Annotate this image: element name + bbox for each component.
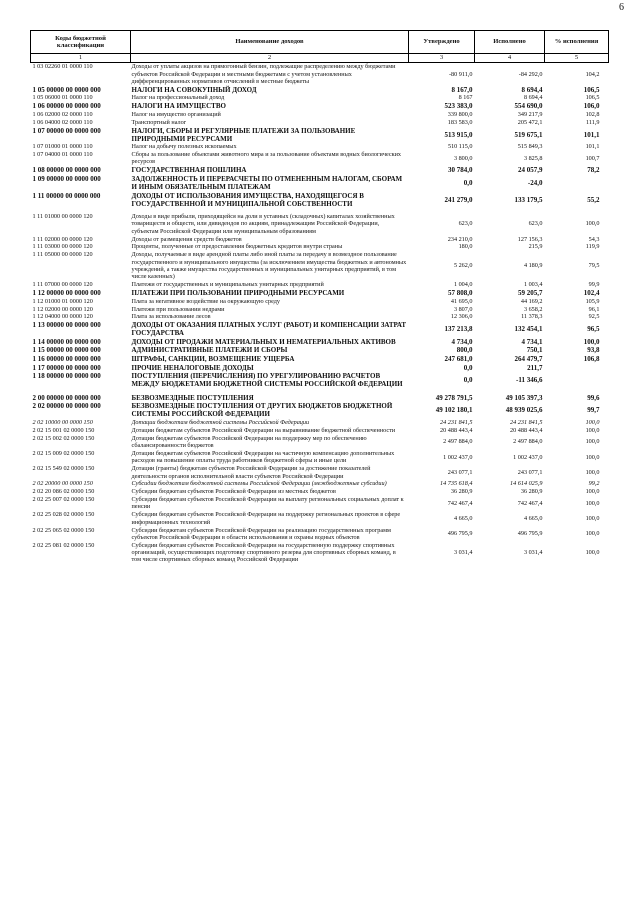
- table-row: [31, 363, 609, 372]
- code-cell: 1 07 04000 01 0000 110: [32, 151, 93, 159]
- percent-cell: 100,0: [585, 468, 600, 476]
- code-cell: 1 15 00000 00 0000 000: [32, 346, 101, 355]
- approved-cell: 623,0: [458, 220, 473, 228]
- header-code: Коды бюджетной классификации: [31, 31, 131, 54]
- approved-cell: 57 808,0: [448, 289, 473, 298]
- name-cell: Дотации бюджетам субъектов Российской Федерации на выравнивание бюджетной обеспеченности: [131, 426, 396, 434]
- table-header-row: [31, 31, 609, 54]
- approved-cell: 49 278 791,5: [435, 393, 473, 402]
- table-row: [31, 450, 609, 465]
- approved-cell: 3 807,0: [453, 305, 473, 313]
- approved-cell: 180,0: [458, 243, 473, 251]
- name-cell: Дотации (гранты) бюджетам субъектов Российской Федерации за достижение показателей деятельности органов исполнительной власти субъектов Российской Федерации: [131, 465, 371, 480]
- column-number: 1: [31, 54, 131, 63]
- approved-cell: 1 002 437,0: [443, 453, 473, 461]
- name-cell: Плата за негативное воздействие на окружающую среду: [131, 297, 280, 305]
- approved-cell: 14 735 618,4: [440, 480, 473, 488]
- percent-cell: 99,9: [588, 281, 600, 289]
- column-number-row: [31, 54, 609, 63]
- name-cell: ДОХОДЫ ОТ ОКАЗАНИЯ ПЛАТНЫХ УСЛУГ (РАБОТ) И КОМПЕНСАЦИИ ЗАТРАТ ГОСУДАРСТВА: [131, 321, 407, 338]
- approved-cell: 41 695,0: [450, 297, 473, 305]
- table-row: [31, 313, 609, 321]
- code-cell: 1 08 00000 00 0000 000: [32, 166, 101, 175]
- code-cell: 2 02 15 001 02 0000 150: [32, 426, 95, 434]
- table-row: [31, 281, 609, 289]
- table-row: [31, 151, 609, 166]
- percent-cell: 100,7: [585, 154, 600, 162]
- approved-cell: 183 583,0: [447, 118, 473, 126]
- name-cell: Субсидии бюджетам субъектов Российской Федерации на выплату региональных социальных доплат к пенсии: [131, 496, 404, 511]
- executed-cell: 2 497 884,0: [513, 438, 543, 446]
- name-cell: Субсидии бюджетам субъектов Российской Федерации на поддержку региональных проектов в сфере информационных технологий: [131, 511, 401, 526]
- name-cell: АДМИНИСТРАТИВНЫЕ ПЛАТЕЖИ И СБОРЫ: [131, 346, 288, 355]
- name-cell: НАЛОГИ, СБОРЫ И РЕГУЛЯРНЫЕ ПЛАТЕЖИ ЗА ПОЛЬЗОВАНИЕ ПРИРОДНЫМИ РЕСУРСАМИ: [131, 126, 356, 143]
- code-cell: 1 11 07000 00 0000 120: [32, 281, 93, 289]
- executed-cell: 49 105 397,3: [505, 393, 543, 402]
- name-cell: ЗАДОЛЖЕННОСТЬ И ПЕРЕРАСЧЕТЫ ПО ОТМЕНЕННЫМ НАЛОГАМ, СБОРАМ И ИНЫМ ОБЯЗАТЕЛЬНЫМ ПЛАТЕЖАМ: [131, 174, 403, 191]
- name-cell: Дотации бюджетам бюджетной системы Российской Федерации: [131, 419, 310, 427]
- table-row: [31, 465, 609, 480]
- percent-cell: 105,9: [585, 297, 600, 305]
- table-row: [31, 63, 609, 86]
- code-cell: 1 06 02000 02 0000 110: [32, 110, 93, 118]
- approved-cell: 24 231 841,5: [440, 419, 473, 427]
- executed-cell: 215,9: [528, 243, 543, 251]
- executed-cell: 349 217,9: [517, 110, 543, 118]
- executed-cell: 132 454,1: [514, 325, 543, 334]
- table-row: [31, 419, 609, 427]
- table-row: [31, 94, 609, 102]
- approved-cell: 4 665,0: [453, 515, 473, 522]
- name-cell: Налог на профессиональный доход: [131, 94, 225, 102]
- name-cell: Проценты, полученные от предоставления бюджетных кредитов внутри страны: [131, 243, 343, 251]
- code-cell: 2 02 10000 00 0000 150: [32, 419, 93, 427]
- percent-cell: 102,8: [585, 110, 600, 118]
- executed-cell: 554 690,0: [514, 102, 543, 111]
- table-row: [31, 166, 609, 175]
- approved-cell: 513 915,0: [444, 130, 473, 139]
- executed-cell: -24,0: [527, 178, 543, 187]
- percent-cell: 99,2: [588, 480, 600, 488]
- table-body: [31, 63, 609, 564]
- name-cell: ПОСТУПЛЕНИЯ (ПЕРЕЧИСЛЕНИЯ) ПО УРЕГУЛИРОВАНИЮ РАСЧЕТОВ МЕЖДУ БЮДЖЕТАМИ БЮДЖЕТНОЙ СИСТЕМЫ РОССИЙСКОЙ ФЕДЕРАЦИИ: [131, 372, 403, 389]
- executed-cell: 515 849,3: [517, 143, 543, 151]
- code-cell: 2 02 20000 00 0000 150: [32, 480, 93, 488]
- column-number: 2: [131, 54, 409, 63]
- approved-cell: 496 795,9: [447, 530, 473, 538]
- table-row: [31, 435, 609, 450]
- name-cell: Сборы за пользование объектами животного мира и за пользование объектами водных биологических ресурсов: [131, 151, 402, 166]
- code-cell: 1 11 03000 00 0000 120: [32, 243, 93, 251]
- percent-cell: 99,7: [587, 406, 600, 415]
- code-cell: 1 11 05000 00 0000 120: [32, 251, 93, 259]
- executed-cell: 3 825,8: [523, 154, 543, 162]
- approved-cell: 2 497 884,0: [443, 438, 473, 446]
- approved-cell: 339 800,0: [447, 110, 473, 118]
- table-row: [31, 191, 609, 208]
- approved-cell: 510 115,0: [447, 143, 473, 151]
- percent-cell: 100,0: [585, 488, 600, 496]
- table-row: [31, 394, 609, 403]
- table-row: [31, 143, 609, 151]
- approved-cell: 30 784,0: [448, 166, 473, 175]
- code-cell: 1 12 04000 00 0000 120: [32, 313, 93, 321]
- name-cell: Плата за использование лесов: [131, 313, 211, 321]
- percent-cell: 111,9: [586, 118, 600, 126]
- approved-cell: 137 213,8: [444, 325, 473, 334]
- approved-cell: 742 467,4: [447, 499, 473, 507]
- name-cell: ДОХОДЫ ОТ ИСПОЛЬЗОВАНИЯ ИМУЩЕСТВА, НАХОДЯЩЕГОСЯ В ГОСУДАРСТВЕННОЙ И МУНИЦИПАЛЬНОЙ СОБСТВЕННОСТИ: [131, 191, 364, 208]
- code-cell: 1 07 01000 01 0000 110: [32, 143, 93, 151]
- percent-cell: 106,5: [585, 94, 600, 102]
- table-row: [31, 305, 609, 313]
- header-executed: Исполнено: [475, 31, 545, 54]
- code-cell: 2 00 00000 00 0000 000: [32, 393, 101, 402]
- percent-cell: 99,6: [587, 393, 600, 402]
- table-row: [31, 243, 609, 251]
- executed-cell: 742 467,4: [517, 499, 543, 507]
- table-row: [31, 541, 609, 563]
- approved-cell: 0,0: [463, 363, 473, 372]
- table-row: [31, 289, 609, 298]
- table-row: [31, 175, 609, 192]
- code-cell: 1 03 02260 01 0000 110: [32, 63, 93, 71]
- name-cell: НАЛОГИ НА СОВОКУПНЫЙ ДОХОД: [131, 85, 257, 94]
- code-cell: 1 11 01000 00 0000 120: [32, 213, 93, 221]
- executed-cell: 3 031,4: [523, 549, 543, 557]
- percent-cell: 100,0: [585, 549, 600, 557]
- percent-cell: 96,1: [588, 305, 600, 313]
- table-row: [31, 85, 609, 94]
- executed-cell: 14 614 025,9: [510, 480, 543, 488]
- page-number: 6: [619, 2, 624, 13]
- executed-cell: -84 292,0: [518, 70, 543, 78]
- executed-cell: 8 694,4: [521, 85, 543, 94]
- code-cell: 2 02 20 086 02 0000 150: [32, 488, 95, 496]
- table-row: [31, 372, 609, 389]
- percent-cell: 106,0: [583, 102, 600, 111]
- code-cell: 2 02 25 028 02 0000 150: [32, 511, 95, 519]
- executed-cell: -11 346,6: [516, 376, 543, 385]
- table-row: [31, 496, 609, 511]
- header-name: Наименование доходов: [131, 31, 409, 54]
- percent-cell: 55,2: [587, 195, 600, 204]
- approved-cell: 247 681,0: [444, 355, 473, 364]
- executed-cell: 623,0: [528, 220, 543, 228]
- executed-cell: 264 479,7: [514, 355, 543, 364]
- approved-cell: 5 262,0: [453, 262, 473, 270]
- name-cell: Дотации бюджетам субъектов Российской Федерации на поддержку мер по обеспечению сбалансированности бюджетов: [131, 434, 367, 450]
- approved-cell: 0,0: [463, 376, 473, 385]
- code-cell: 1 09 00000 00 0000 000: [32, 174, 101, 183]
- percent-cell: 100,0: [585, 419, 600, 427]
- approved-cell: 3 800,0: [453, 154, 473, 162]
- code-cell: 1 11 00000 00 0000 000: [32, 191, 101, 200]
- code-cell: 1 12 01000 01 0000 120: [32, 297, 93, 305]
- percent-cell: 104,2: [585, 70, 600, 78]
- code-cell: 2 02 15 002 02 0000 150: [32, 434, 95, 442]
- table-row: [31, 297, 609, 305]
- executed-cell: 11 378,3: [521, 313, 543, 321]
- approved-cell: 8 167,0: [451, 85, 473, 94]
- name-cell: Доходы от уплаты акцизов на прямогонный бензин, подлежащие распределению между бюджетами субъектов Российской Федерации и местными бюджетами с учетом установленных дифференцированных нормативов отчислений в местные бюджеты: [131, 63, 396, 85]
- code-cell: 1 17 00000 00 0000 000: [32, 363, 101, 372]
- approved-cell: 241 279,0: [444, 195, 473, 204]
- percent-cell: 101,1: [585, 143, 600, 151]
- name-cell: Субсидии бюджетам субъектов Российской Федерации на государственную поддержку спортивных организаций, осуществляющих подготовку спортивного резерва для спортивных сборных команд, в том числе спортивных сборных команд Российской Федерации: [131, 541, 396, 564]
- name-cell: Налог на добычу полезных ископаемых: [131, 143, 237, 151]
- table-row: [31, 111, 609, 119]
- name-cell: ДОХОДЫ ОТ ПРОДАЖИ МАТЕРИАЛЬНЫХ И НЕМАТЕРИАЛЬНЫХ АКТИВОВ: [131, 337, 396, 346]
- approved-cell: 8 167: [458, 94, 473, 102]
- name-cell: Дотации бюджетам субъектов Российской Федерации на частичную компенсацию дополнительных расходов на повышение оплаты труда работников бюджетной сферы и иные цели: [131, 450, 395, 465]
- executed-cell: 4 734,1: [521, 337, 543, 346]
- name-cell: Платежи от государственных и муниципальных унитарных предприятий: [131, 281, 324, 289]
- code-cell: 1 11 02000 00 0000 120: [32, 235, 93, 243]
- executed-cell: 1 002 437,0: [513, 453, 543, 461]
- approved-cell: 0,0: [463, 178, 473, 187]
- executed-cell: 127 156,3: [517, 235, 543, 243]
- percent-cell: 100,0: [585, 499, 600, 507]
- executed-cell: 133 179,5: [514, 195, 543, 204]
- executed-cell: 4 180,9: [523, 262, 543, 270]
- executed-cell: 519 675,1: [514, 130, 543, 139]
- code-cell: 1 13 00000 00 0000 000: [32, 321, 101, 330]
- approved-cell: 523 383,0: [444, 102, 473, 111]
- table-row: [31, 427, 609, 435]
- percent-cell: 79,5: [588, 262, 600, 270]
- name-cell: БЕЗВОЗМЕЗДНЫЕ ПОСТУПЛЕНИЯ ОТ ДРУГИХ БЮДЖЕТОВ БЮДЖЕТНОЙ СИСТЕМЫ РОССИЙСКОЙ ФЕДЕРАЦИИ: [131, 402, 393, 419]
- name-cell: Доходы в виде прибыли, приходящейся на доли в уставных (складочных) капиталах хозяйственных товариществ и обществ, или дивидендов по акциям, принадлежащим Российской Федерации, субъектам Российской Федерации или муниципальным образованиям: [131, 213, 395, 235]
- percent-cell: 106,8: [583, 355, 600, 364]
- code-cell: 2 02 15 549 02 0000 150: [32, 465, 95, 473]
- percent-cell: 106,5: [583, 85, 600, 94]
- code-cell: 2 02 00000 00 0000 000: [32, 402, 101, 411]
- table-row: [31, 118, 609, 126]
- executed-cell: 205 472,1: [517, 118, 543, 126]
- approved-cell: 3 031,4: [453, 549, 473, 557]
- code-cell: 1 12 02000 00 0000 120: [32, 305, 93, 313]
- approved-cell: 4 734,0: [451, 337, 473, 346]
- approved-cell: 243 077,1: [447, 468, 473, 476]
- percent-cell: 93,8: [587, 346, 600, 355]
- header-percent: % исполнения: [545, 31, 609, 54]
- table-row: [31, 346, 609, 355]
- percent-cell: 119,9: [585, 243, 600, 251]
- name-cell: Доходы от размещения средств бюджетов: [131, 235, 242, 243]
- executed-cell: 36 280,9: [520, 488, 543, 496]
- table-row: [31, 235, 609, 243]
- percent-cell: 100,0: [585, 426, 600, 434]
- budget-revenue-table: [30, 30, 609, 564]
- name-cell: Транспортный налог: [131, 118, 187, 126]
- header-approved: Утверждено: [409, 31, 475, 54]
- table-row: [31, 355, 609, 364]
- executed-cell: 8 694,4: [523, 94, 543, 102]
- percent-cell: 92,5: [588, 313, 600, 321]
- code-cell: 2 02 25 081 02 0000 150: [32, 541, 95, 549]
- code-cell: 2 02 25 007 02 0000 150: [32, 496, 95, 504]
- approved-cell: -80 911,0: [449, 70, 473, 78]
- executed-cell: 59 205,7: [518, 289, 543, 298]
- code-cell: 1 06 00000 00 0000 000: [32, 102, 101, 111]
- approved-cell: 1 004,0: [453, 281, 473, 289]
- table-row: [31, 338, 609, 347]
- column-number: 4: [475, 54, 545, 63]
- column-number: 5: [545, 54, 609, 63]
- percent-cell: [545, 363, 609, 372]
- percent-cell: 100,0: [585, 438, 600, 446]
- percent-cell: [545, 372, 609, 389]
- percent-cell: 78,2: [587, 166, 600, 175]
- executed-cell: 243 077,1: [517, 468, 543, 476]
- column-number: 3: [409, 54, 475, 63]
- table-row: [31, 511, 609, 526]
- table-row: [31, 526, 609, 541]
- name-cell: ПЛАТЕЖИ ПРИ ПОЛЬЗОВАНИИ ПРИРОДНЫМИ РЕСУРСАМИ: [131, 289, 345, 298]
- code-cell: 1 16 00000 00 0000 000: [32, 355, 101, 364]
- name-cell: Субсидии бюджетам субъектов Российской Федерации на реализацию государственных программ субъектов Российской Федерации в области использования и охраны водных объектов: [131, 526, 391, 541]
- table-row: [31, 102, 609, 111]
- percent-cell: 102,4: [583, 289, 600, 298]
- approved-cell: 800,0: [456, 346, 473, 355]
- percent-cell: 100,0: [585, 515, 600, 522]
- name-cell: ГОСУДАРСТВЕННАЯ ПОШЛИНА: [131, 166, 247, 175]
- percent-cell: 96,5: [587, 325, 600, 334]
- executed-cell: 48 939 025,6: [505, 406, 543, 415]
- executed-cell: 750,1: [526, 346, 543, 355]
- executed-cell: 211,7: [527, 363, 543, 372]
- table-row: [31, 488, 609, 496]
- percent-cell: 100,0: [585, 530, 600, 538]
- percent-cell: 101,1: [583, 130, 600, 139]
- name-cell: ШТРАФЫ, САНКЦИИ, ВОЗМЕЩЕНИЕ УЩЕРБА: [131, 355, 295, 364]
- percent-cell: 100,0: [585, 453, 600, 461]
- code-cell: 1 07 00000 00 0000 000: [32, 126, 101, 135]
- percent-cell: [545, 175, 609, 192]
- executed-cell: 4 665,0: [523, 515, 543, 522]
- code-cell: 2 02 25 065 02 0000 150: [32, 526, 95, 534]
- name-cell: Доходы, получаемые в виде арендной платы либо иной платы за передачу в возмездное пользование государственного и муниципального имущества (за исключением имущества бюджетных и автономных учреждений, а также имущества государственных и муниципальных унитарных предприятий, в том числе казенных): [131, 251, 407, 281]
- code-cell: 1 14 00000 00 0000 000: [32, 337, 101, 346]
- table-row: [31, 321, 609, 338]
- table-row: [31, 126, 609, 143]
- percent-cell: 54,3: [588, 235, 600, 243]
- name-cell: Налог на имущество организаций: [131, 110, 221, 118]
- approved-cell: 234 210,0: [447, 235, 473, 243]
- executed-cell: 496 795,9: [517, 530, 543, 538]
- percent-cell: 100,0: [585, 220, 600, 228]
- executed-cell: 44 169,2: [520, 297, 543, 305]
- executed-cell: 1 003,4: [523, 281, 543, 289]
- approved-cell: 20 488 443,4: [440, 426, 473, 434]
- code-cell: 1 06 04000 02 0000 110: [32, 118, 93, 126]
- name-cell: БЕЗВОЗМЕЗДНЫЕ ПОСТУПЛЕНИЯ: [131, 393, 254, 402]
- name-cell: Субсидии бюджетам субъектов Российской Федерации из местных бюджетов: [131, 488, 336, 496]
- executed-cell: 20 488 443,4: [510, 426, 543, 434]
- percent-cell: 100,0: [583, 337, 600, 346]
- executed-cell: 3 658,2: [523, 305, 543, 313]
- code-cell: 1 12 00000 00 0000 000: [32, 289, 101, 298]
- name-cell: НАЛОГИ НА ИМУЩЕСТВО: [131, 102, 226, 111]
- approved-cell: 12 306,0: [450, 313, 473, 321]
- table-row: [31, 480, 609, 488]
- approved-cell: 49 102 180,1: [435, 406, 473, 415]
- table-row: [31, 213, 609, 235]
- approved-cell: 36 280,9: [450, 488, 473, 496]
- executed-cell: 24 231 841,5: [510, 419, 543, 427]
- table-row: [31, 251, 609, 281]
- code-cell: 1 18 00000 00 0000 000: [32, 372, 101, 381]
- code-cell: 1 05 00000 00 0000 000: [32, 85, 101, 94]
- name-cell: ПРОЧИЕ НЕНАЛОГОВЫЕ ДОХОДЫ: [131, 363, 254, 372]
- table-row: [31, 402, 609, 419]
- code-cell: 2 02 15 009 02 0000 150: [32, 450, 95, 458]
- name-cell: Платежи при пользовании недрами: [131, 305, 225, 313]
- name-cell: Субсидии бюджетам бюджетной системы Российской Федерации (межбюджетные субсидии): [131, 480, 387, 488]
- code-cell: 1 05 06000 01 0000 110: [32, 94, 93, 102]
- executed-cell: 24 057,9: [518, 166, 543, 175]
